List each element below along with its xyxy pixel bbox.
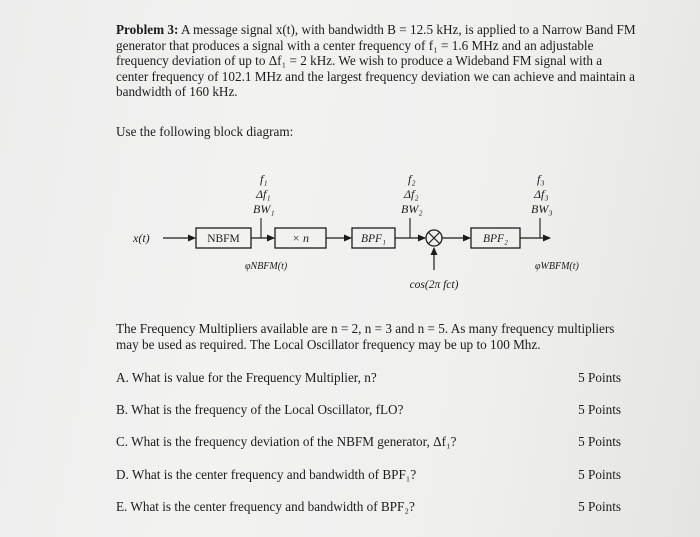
question-d (116, 467, 621, 483)
question-b-text: B. What is the frequency of the Local Oscillator, fLO? (116, 402, 404, 417)
problem-text: A message signal x(t), with bandwidth B = 12.5 kHz, is applied to a Narrow Band FM generator that produces a signal with a center frequency of f₁ = 1.6 MHz and an adjustable frequency deviation of up to Δf₁ = 2 kHz. We wish to produce a Wideband FM signal with a center frequency of 102.1 MHz and the largest frequency deviation we can achieve and maintain a bandwidth of 160 kHz. (116, 22, 636, 100)
mixer-symbol (426, 230, 442, 246)
bw2-label: BW₂ (401, 202, 423, 216)
question-a-points: 5 Points (578, 370, 621, 385)
question-e-points: 5 Points (578, 499, 621, 514)
f2-label: f₂ (408, 172, 416, 186)
bw1-label: BW₁ (253, 202, 275, 216)
nbfm-label: NBFM (207, 233, 240, 245)
question-e-text: E. What is the center frequency and bandwidth of BPF₂? (116, 499, 415, 514)
f3-label: f₃ (537, 172, 545, 186)
problem-heading: Problem 3: (116, 22, 179, 37)
question-c-points: 5 Points (578, 434, 621, 449)
df1-label: Δf₁ (256, 187, 271, 201)
param-group-1 (253, 172, 275, 238)
question-a (116, 370, 621, 386)
param-group-3 (531, 172, 553, 238)
input-signal-label: x(t) (133, 231, 150, 245)
question-a-text: A. What is value for the Frequency Multiplier, n? (116, 370, 377, 385)
question-d-points: 5 Points (578, 467, 621, 482)
freq-multipliers-text: The Frequency Multipliers available are n = 2, n = 3 and n = 5. As many frequency multipliers may be used as required. The Local Oscillator frequency may be up to 100 Mhz. (116, 321, 615, 352)
question-c (116, 434, 621, 450)
f1-label: f₁ (260, 172, 268, 186)
df2-label: Δf₂ (404, 187, 419, 201)
oscillator-label: cos(2π fct) (409, 279, 459, 291)
df3-label: Δf₃ (534, 187, 549, 201)
question-d-text: D. What is the center frequency and bandwidth of BPF₁? (116, 467, 417, 482)
multiplier-label: × n (291, 231, 310, 245)
param-group-2 (401, 172, 423, 238)
question-c-text: C. What is the frequency deviation of the NBFM generator, Δf₁? (116, 434, 457, 449)
use-diagram-text: Use the following block diagram: (116, 124, 294, 139)
bpf2-label: BPF₂ (482, 233, 509, 245)
question-b-points: 5 Points (578, 402, 621, 417)
bw3-label: BW₃ (531, 202, 553, 216)
bpf1-label: BPF₁ (360, 233, 387, 245)
question-e (116, 499, 621, 515)
question-b (116, 402, 621, 418)
phi-nbfm-label: φNBFM(t) (245, 261, 288, 272)
phi-wbfm-label: φWBFM(t) (535, 261, 579, 272)
